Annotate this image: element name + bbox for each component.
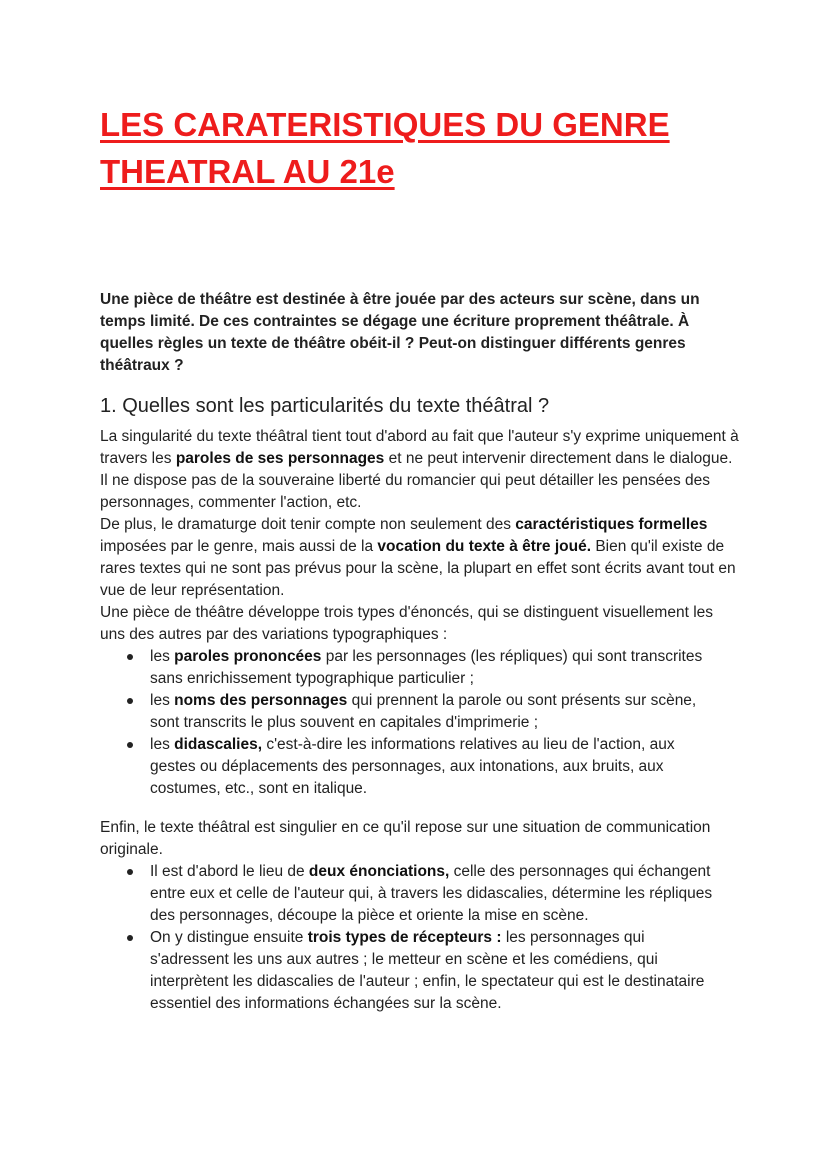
bullet-icon <box>127 869 133 875</box>
text-run: Il est d'abord le lieu de <box>150 863 309 880</box>
text-run: La singularité du texte théâtral tient tout d'abord au fait que l'auteur s'y exprime uniquement à travers les <box>100 428 739 467</box>
intro-paragraph: Une pièce de théâtre est destinée à être jouée par des acteurs sur scène, dans un temps limité. De ces contraintes se dégage une écriture proprement théâtrale. À quelles règles un texte de théâtre obéit-il ? Peut-on distinguer différents genres théâtraux ? <box>100 291 700 374</box>
bold-text: vocation du texte à être joué. <box>377 538 592 555</box>
document-title <box>100 101 780 195</box>
section-1-body <box>100 426 740 800</box>
bold-text: didascalies, <box>174 736 263 753</box>
text-run: et ne peut intervenir directement dans le dialogue. Il ne dispose pas de la souveraine liberté du romancier qui peut détailler les pensées des personnages, commenter l'action, etc. <box>100 450 733 511</box>
list-item <box>100 861 720 927</box>
bullet-icon <box>127 654 133 660</box>
section-1-bullet-list <box>100 646 740 800</box>
text-run: imposées par le genre, mais aussi de la <box>100 538 378 555</box>
text-run: On y distingue ensuite <box>150 929 308 946</box>
section-2-paragraph-1: Enfin, le texte théâtral est singulier en ce qu'il repose sur une situation de communication originale. <box>100 819 711 858</box>
text-run: c'est-à-dire les informations relatives au lieu de l'action, aux gestes ou déplacements des personnages, aux intonations, aux bruits, aux costumes, etc., sont en italique. <box>150 736 675 797</box>
section-2-body <box>100 817 740 1015</box>
text-run: les <box>150 648 175 665</box>
section-1-paragraph-2 <box>100 514 740 602</box>
section-1-heading: 1. Quelles sont les particularités du texte théâtral ? <box>100 395 550 417</box>
section-1-paragraph-3: Une pièce de théâtre développe trois types d'énoncés, qui se distinguent visuellement les uns des autres par des variations typographiques : <box>100 604 714 643</box>
title-line-2: THEATRAL AU 21e <box>100 153 395 190</box>
bullet-icon <box>127 698 133 704</box>
bullet-icon <box>127 935 133 941</box>
bold-text: trois types de récepteurs : <box>307 929 502 946</box>
text-run: par les personnages (les répliques) qui sont transcrites sans enrichissement typographique particulier ; <box>150 648 703 687</box>
list-item <box>100 646 720 690</box>
bold-text: caractéristiques formelles <box>515 516 708 533</box>
section-2-bullet-list <box>100 861 740 1015</box>
text-run: qui prennent la parole ou sont présents sur scène, sont transcrits le plus souvent en capitales d'imprimerie ; <box>150 692 697 731</box>
text-run: les personnages qui s'adressent les uns aux autres ; le metteur en scène et les comédiens, qui interprètent les didascalies de l'auteur ; enfin, le spectateur qui est le destinataire essentiel des informations échangées sur la scène. <box>150 929 705 1012</box>
section-1-paragraph-1 <box>100 426 740 514</box>
list-item <box>100 927 720 1015</box>
text-run: De plus, le dramaturge doit tenir compte non seulement des <box>100 516 516 533</box>
bold-text: paroles de ses personnages <box>175 450 385 467</box>
text-run: celle des personnages qui échangent entre eux et celle de l'auteur qui, à travers les didascalies, détermine les répliques des personnages, découpe la pièce et oriente la mise en scène. <box>150 863 713 924</box>
bold-text: noms des personnages <box>174 692 348 709</box>
text-run: les <box>150 692 175 709</box>
bold-text: paroles prononcées <box>174 648 322 665</box>
title-line-1: LES CARATERISTIQUES DU GENRE <box>100 106 670 143</box>
bold-text: deux énonciations, <box>308 863 450 880</box>
text-run: Bien qu'il existe de rares textes qui ne sont pas prévus pour la scène, la plupart en effet sont écrits avant tout en vue de leur représentation. <box>100 538 736 599</box>
text-run: les <box>150 736 175 753</box>
list-item <box>100 690 720 734</box>
list-item <box>100 734 720 800</box>
bullet-icon <box>127 742 133 748</box>
